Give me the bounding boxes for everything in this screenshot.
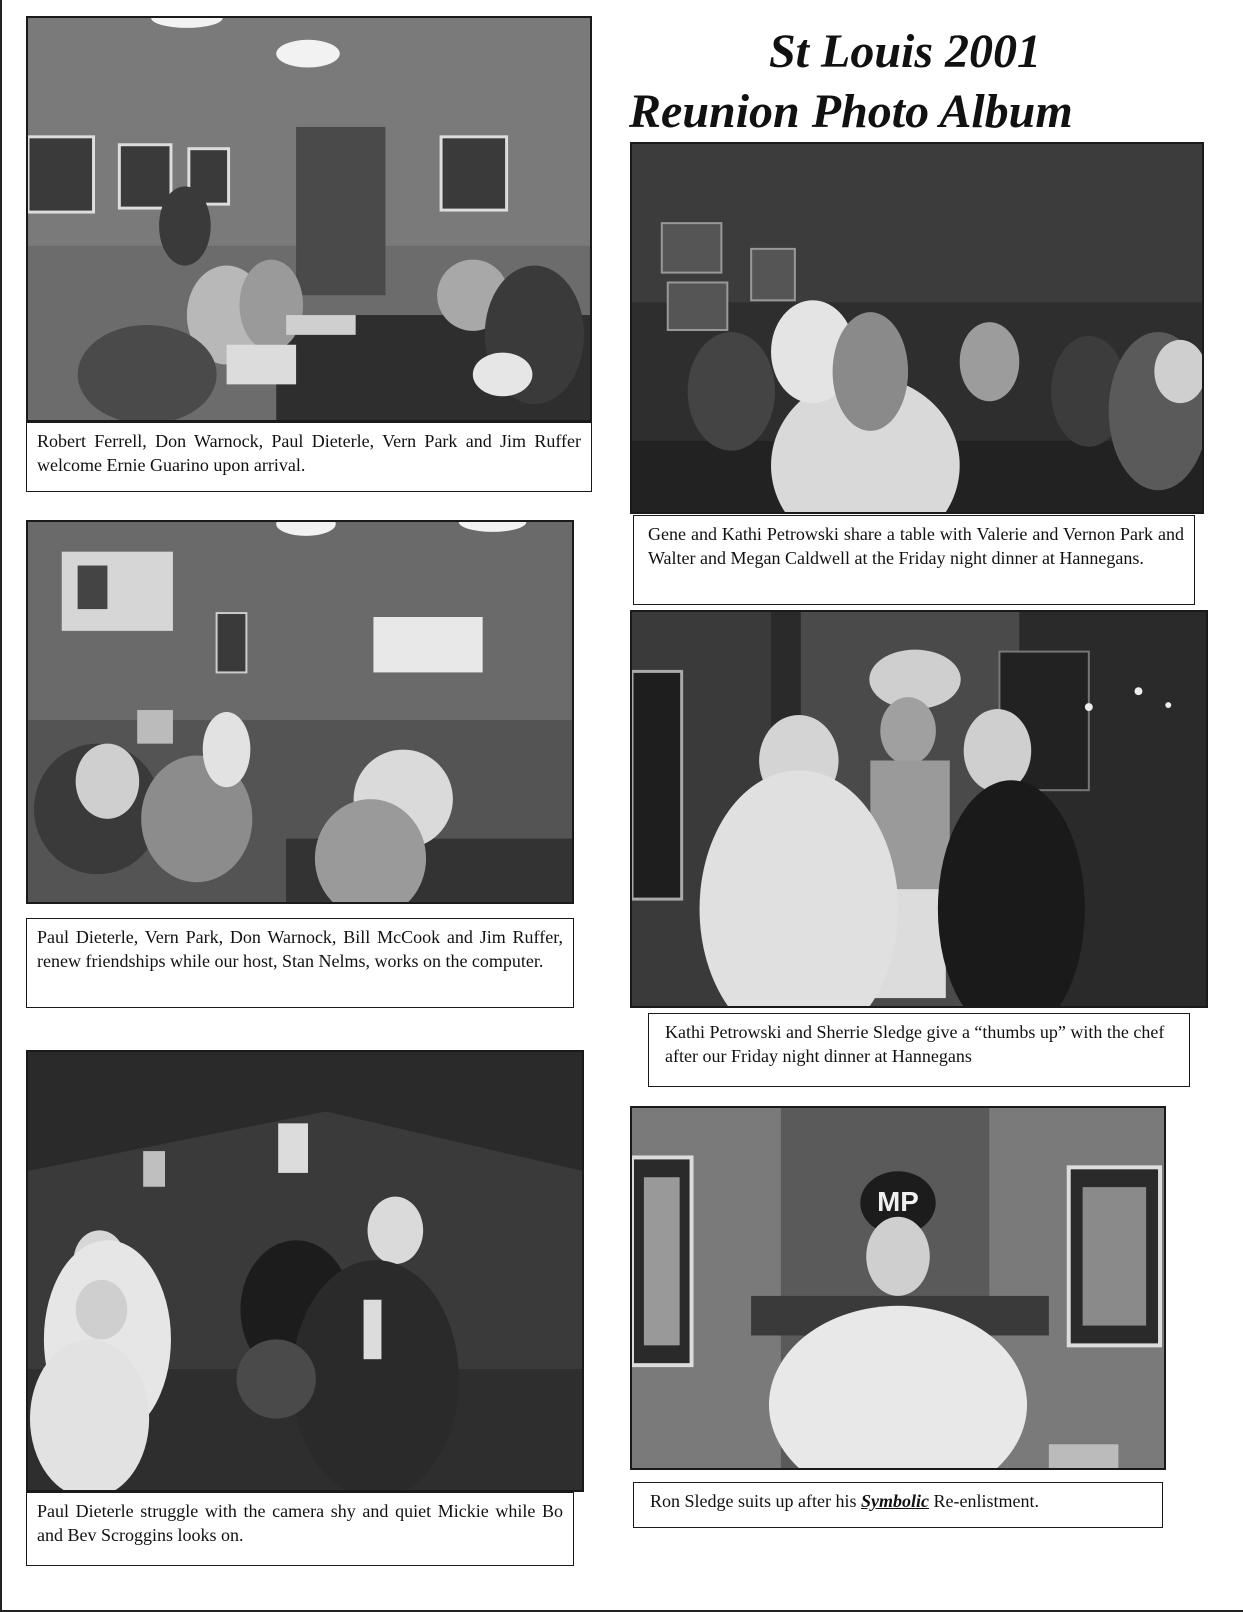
photo-chef <box>630 610 1208 1008</box>
title-line-2: Reunion Photo Album <box>629 85 1073 138</box>
photo-camera-shy <box>26 1050 584 1492</box>
page-title <box>625 22 1185 142</box>
caption-photo-1: Robert Ferrell, Don Warnock, Paul Dieterle, Vern Park and Jim Ruffer welcome Ernie Guarino upon arrival. <box>26 422 592 492</box>
caption-photo-6 <box>633 1482 1163 1528</box>
caption-photo-2: Gene and Kathi Petrowski share a table with Valerie and Vernon Park and Walter and Megan Caldwell at the Friday night dinner at Hannegans. <box>633 515 1195 605</box>
title-line-1: St Louis 2001 <box>768 25 1042 78</box>
caption-photo-4: Kathi Petrowski and Sherrie Sledge give a “thumbs up” with the chef after our Friday night dinner at Hannegans <box>648 1013 1190 1087</box>
caption-photo-6-lead: Ron Sledge suits up after his <box>650 1491 861 1511</box>
caption-photo-3: Paul Dieterle, Vern Park, Don Warnock, Bill McCook and Jim Ruffer, renew friendships while our host, Stan Nelms, works on the computer. <box>26 918 574 1008</box>
photo-dinner-table <box>630 142 1204 514</box>
helmet-mp-text: MP <box>877 1185 919 1217</box>
caption-photo-6-emphasis: Symbolic <box>860 1491 929 1511</box>
caption-photo-5: Paul Dieterle struggle with the camera shy and quiet Mickie while Bo and Bev Scroggins looks on. <box>26 1492 574 1566</box>
caption-photo-6-tail: Re-enlistment. <box>928 1491 1039 1511</box>
photo-welcome <box>26 16 592 422</box>
photo-mp-helmet <box>630 1106 1166 1470</box>
photo-computer <box>26 520 574 904</box>
